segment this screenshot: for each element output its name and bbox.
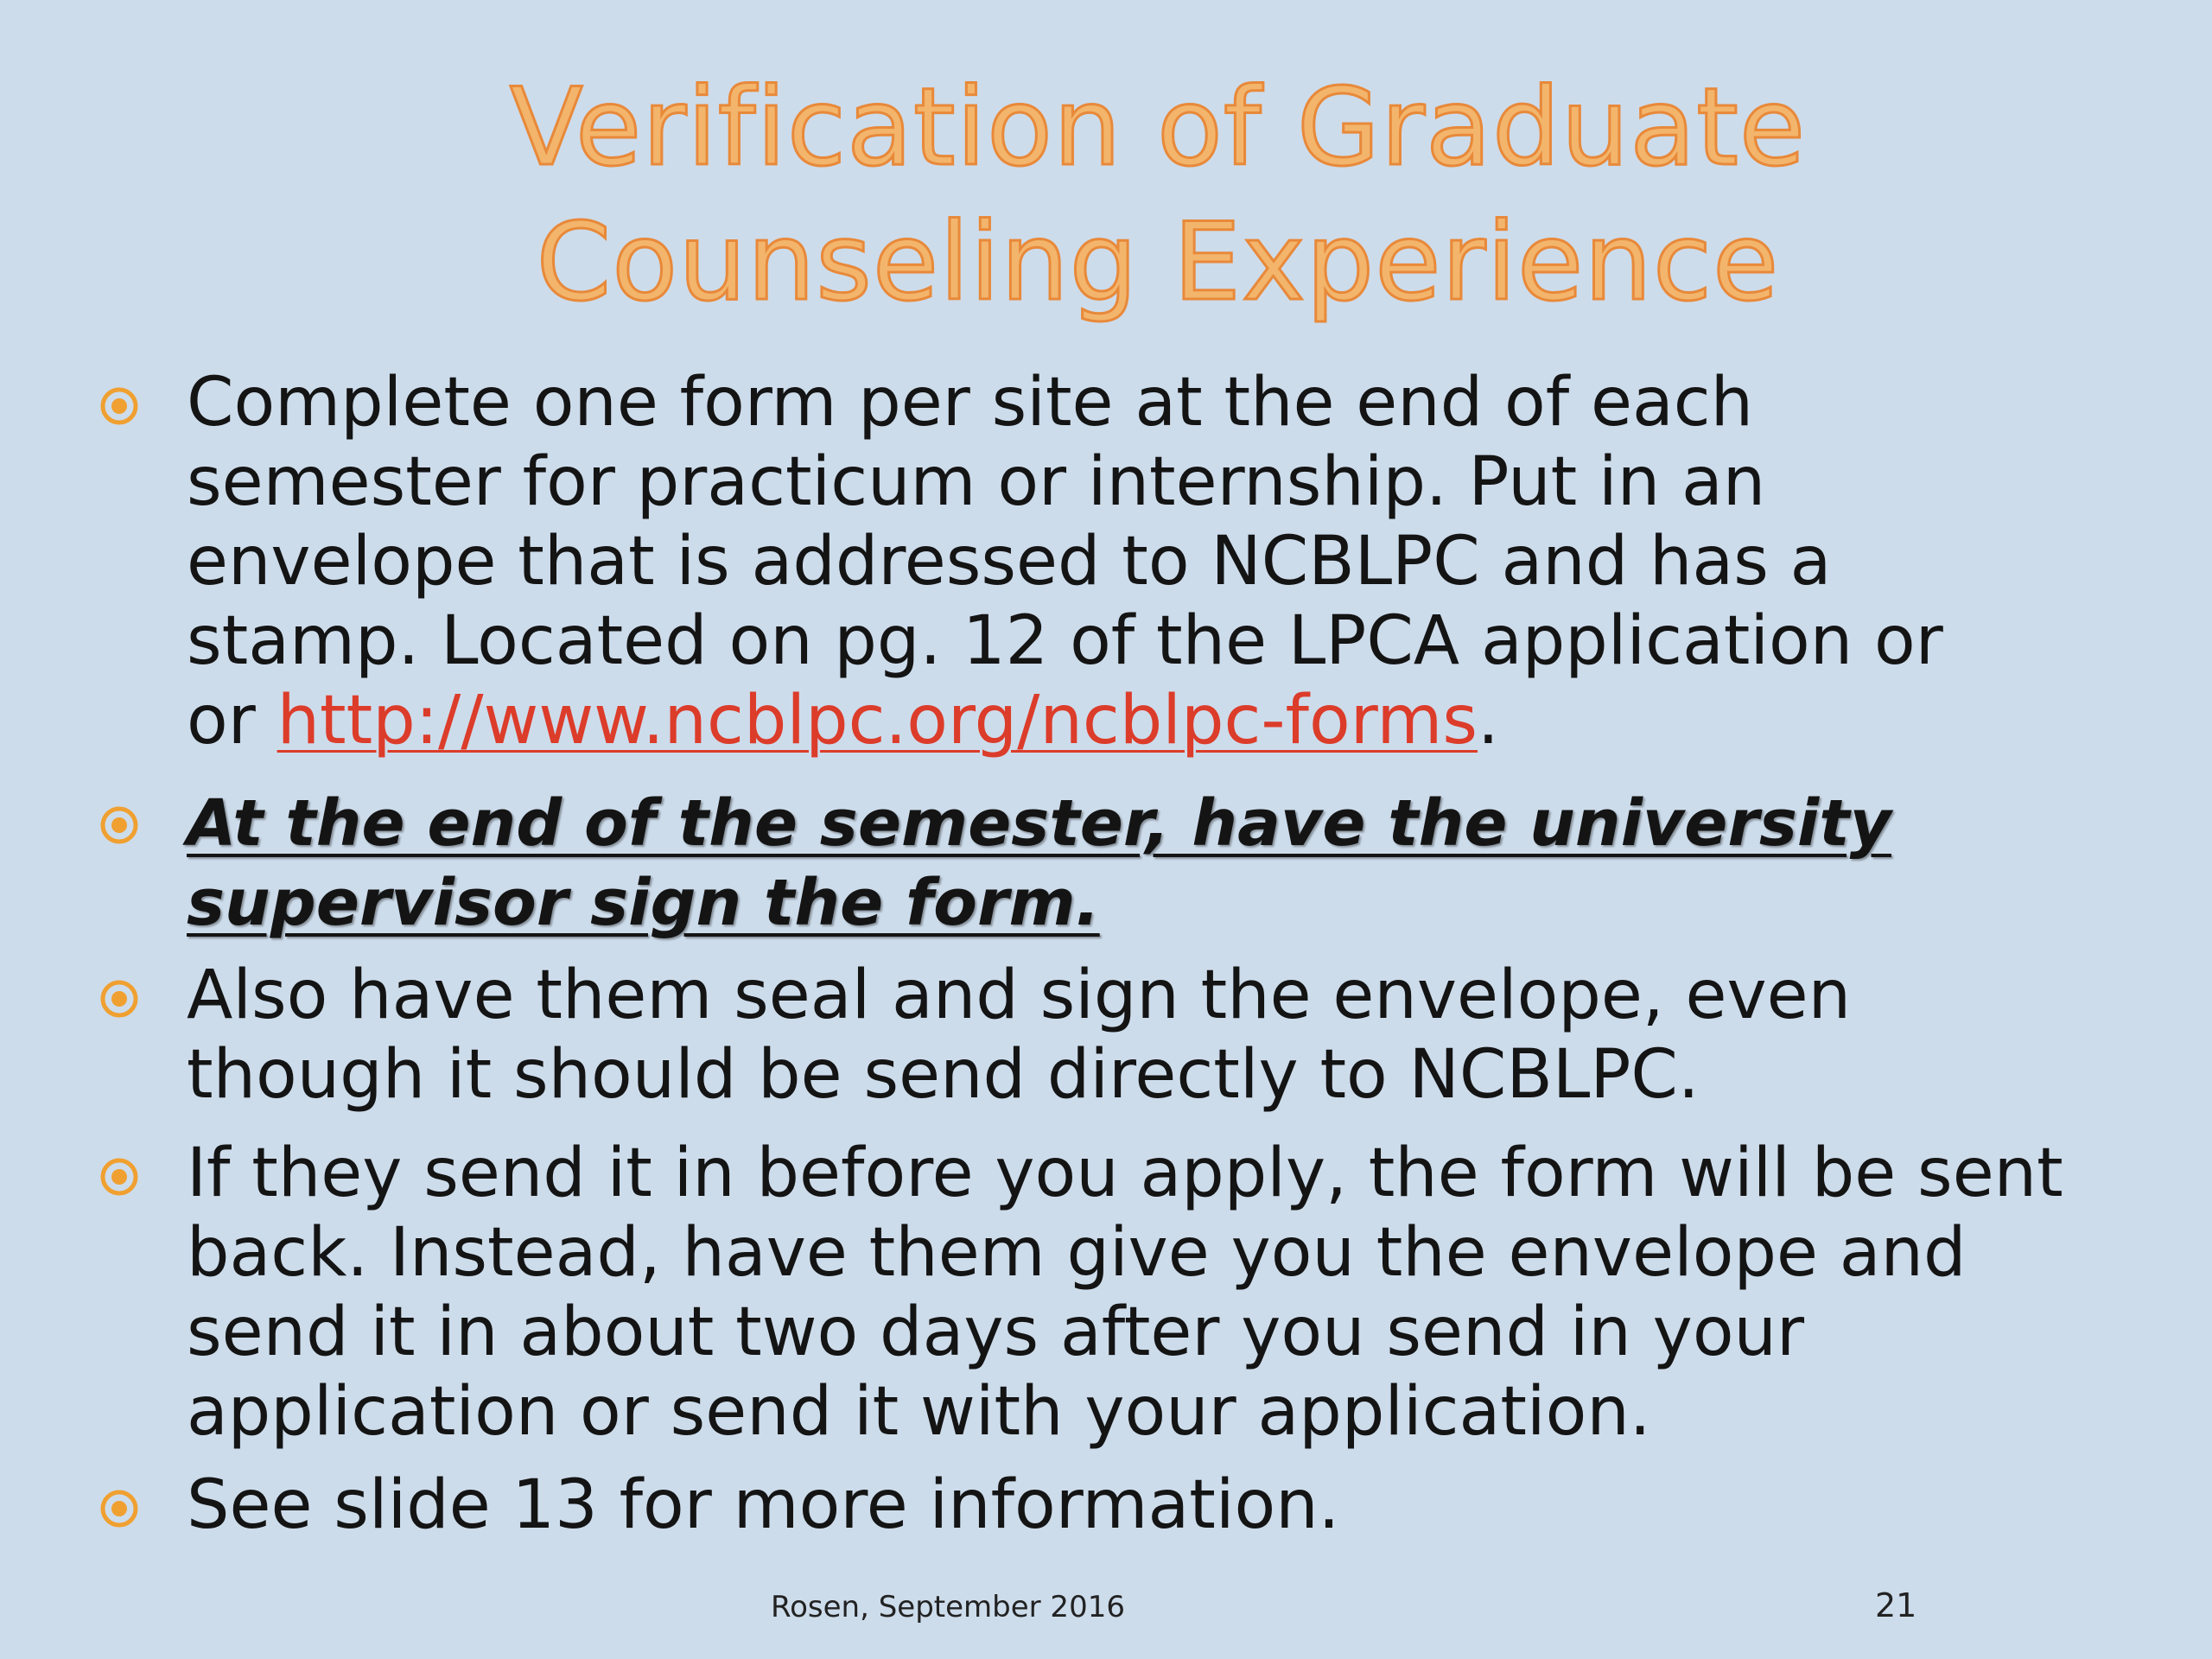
bullet-text-1-period: .: [1478, 682, 1499, 760]
forms-link[interactable]: http://www.ncblpc.org/ncblpc-forms: [276, 682, 1478, 760]
slide-title: [363, 60, 1953, 330]
bullet-text-5: See slide 13 for more information.: [187, 1466, 1340, 1544]
circle-dot-icon: [99, 804, 140, 846]
circle-dot-icon: [99, 1156, 140, 1198]
slide-page-number: 21: [1875, 1586, 1917, 1624]
circle-dot-icon: [99, 978, 140, 1020]
bullet-text-4: If they send it in before you apply, the form will be sent back. Instead, have them give you the envelope and send it in about two days after you send in your application or send it with your application.: [187, 1135, 2063, 1451]
bullet-text-3: Also have them seal and sign the envelope, even though it should be send directly to NCBLPC.: [187, 957, 1852, 1114]
slide-title-line-1: Verification of Graduate: [509, 66, 1807, 190]
slide-title-line-2: Counseling Experience: [536, 200, 1780, 325]
slide-footer: Rosen, September 2016: [771, 1590, 1125, 1624]
bullet-text-2: At the end of the semester, have the university supervisor sign the form.: [187, 786, 1891, 940]
bullet-text-1-body: Complete one form per site at the end of each semester for practicum or internship. Put in an envelope that is addressed to NCBLPC and has a stamp. Located on pg. 12 of the LPCA application or or: [187, 364, 1943, 760]
bullet-text-1: [187, 363, 2183, 760]
circle-dot-icon: [99, 1488, 140, 1529]
circle-dot-icon: [99, 385, 140, 427]
